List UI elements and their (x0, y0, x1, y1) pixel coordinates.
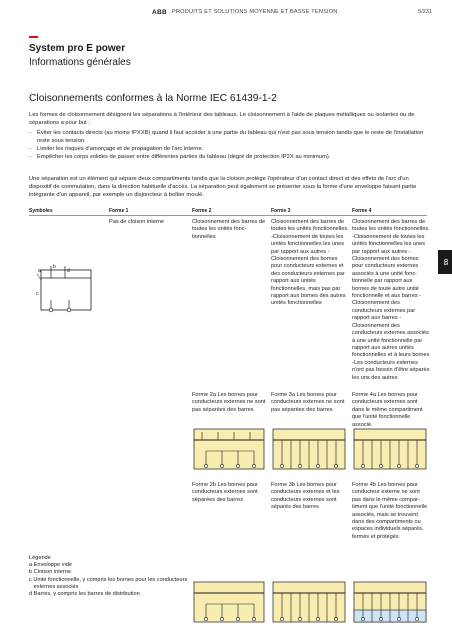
list-item: - Limiter les risques d'amorçage et de propagation de l'arc interne. (29, 145, 429, 153)
forme2-description: Cloisonnement des barres de toutes les unités fonctionnelles (192, 219, 266, 240)
forme4a-description: Forme 4a Les bornes pour conducteurs externes sont dans le même compartiment que l'unité fonctionnelle associé. (352, 392, 423, 428)
forme3-description: Cloisonnement des barres de toutes les unités fonctionnelles. -Cloisonnement de toutes les unités fonctionnelles les unes par rapport aux autres -Cloisonnement des bornes pour conducteurs externes et des conducteurs externes par rapport aux unités fonctionnelles, mais pas par rapport aux bornes des autres unités fonctionnelles (271, 219, 349, 307)
page-title: System pro E power (29, 43, 126, 54)
legend-item: d Barres, y compris les barres de distribution (29, 591, 140, 598)
forme2b-diagram (192, 580, 268, 624)
list-item: - Éviter les contacts directs (au moins IPXXB) quand il faut accéder à une partie du tableau qui n'est pas sous tension tandis que le reste de l'installation reste sous tension. (29, 129, 429, 145)
intro-paragraph: Les formes de cloisonnement désignent les séparations à l'intérieur des tableaux. Le cloisonnement à l'aide de plaques métalliques ou isolantes ou de séparations a pour but : (29, 112, 415, 127)
legend-item: a Enveloppe vide (29, 562, 72, 569)
forme3b-description: Forme 3b Les bornes pour conducteurs externes et les conducteurs externes sont séparés des barres (271, 482, 340, 511)
legend-item: b Cloison interne (29, 569, 71, 576)
table-header-rule (29, 215, 427, 216)
forme2a-description: Forme 2a Les bornes pour conducteurs externes ne sont pas séparées des barres (192, 392, 266, 413)
symbol-label-d: d (67, 268, 70, 274)
section-heading: Cloisonnements conformes à la Norme IEC 61439-1-2 (29, 93, 277, 104)
header-section-title: PRODUITS ET SOLUTIONS MOYENNE ET BASSE TENSION (172, 9, 338, 15)
header-forme-4: Forme 4 (352, 208, 372, 214)
chapter-tab: 03 (438, 250, 452, 274)
forme4b-diagram (352, 580, 430, 624)
forme3a-description: Forme 3a Les bornes pour conducteurs externes ne sont pas séparées des barres (271, 392, 345, 413)
brand-logo: ABB (152, 9, 167, 16)
header-forme-1: Forme 1 (109, 208, 129, 214)
header-symboles: Symboles (29, 208, 53, 214)
forme4a-diagram (352, 427, 430, 471)
legend-title: Légende (29, 555, 51, 561)
header-forme-3: Forme 3 (271, 208, 291, 214)
forme3a-diagram (271, 427, 349, 471)
accent-bar (29, 36, 38, 38)
legend (29, 555, 188, 598)
symbol-label-a: a (38, 268, 41, 274)
page-header (0, 9, 452, 21)
symbol-label-b: b (53, 264, 56, 270)
list-item: - Empêcher les corps solides de passer entre différentes parties du tableau (degré de protection IP2X au minimum). (29, 153, 429, 161)
forme2b-description: Forme 2b Les bornes pour conducteurs externes sont séparées des barres (192, 482, 258, 503)
forme2a-diagram (192, 427, 268, 471)
page-number: 5/231 (418, 9, 432, 15)
forme4b-description: Forme 4b Les bornes pour conducteur externe ne sont pas dans le même compartiment que l'unité fonctionnelle associés, mais se trouvent dans des compartiments ou espaces individuels séparés, fermés et protégés (352, 482, 428, 540)
purpose-list (29, 129, 429, 161)
legend-item: c Unité fonctionnelle, y compris les bornes pour les conducteurs (29, 576, 188, 583)
forme3b-diagram (271, 580, 349, 624)
forme1-description: Pas de cloison interne (109, 219, 165, 225)
header-forme-2: Forme 2 (192, 208, 212, 214)
forme4-description: Cloisonnement des barres de toutes les unités fonctionnelles. -Cloisonnement de toutes les unités fonctionnelles les unes par rapport aux autres -Cloisonnement des bornes pour conducteurs externes associés à une unité fonctionnelle par rapport aux bornes de toute autre unité fonctionnelle et aux barres -Cloisonnement des conducteurs externes par rapport aux barres -Cloisonnement des conducteurs externes associés à une unité fonctionnelle par rapport aux autres unités fonctionnelles et à leurs bornes -Les conducteurs externes n'ont pas besoin d'être séparés les uns des autres (352, 219, 430, 381)
separation-paragraph: Une séparation est un élément qui sépare deux compartiments tandis que la cloison protège l'opérateur d'un contact direct et des effets de l'arc d'un dispositif de commutation, dans la direction habituelle d'accès. La séparation peut également se présenter sous la forme d'une enveloppe faisant partie intégrante d'un appareil, par exemple un disjoncteur à boîtier moulé. (29, 176, 417, 199)
page-subtitle: Informations générales (29, 57, 131, 68)
legend-item: externes associés (29, 583, 79, 590)
symbol-label-c: c (36, 291, 39, 297)
